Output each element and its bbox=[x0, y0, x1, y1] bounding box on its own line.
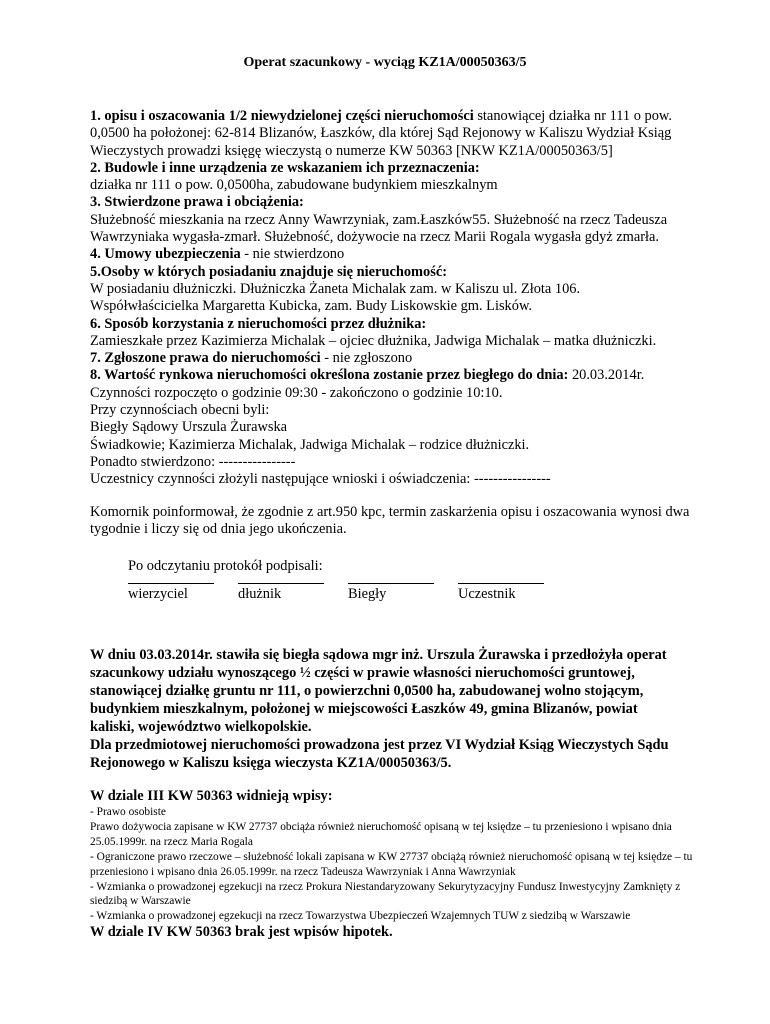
present-heading: Przy czynnościach obecni byli: bbox=[90, 402, 270, 419]
section-8-heading: 8. Wartość rynkowa nieruchomości określona zostanie przez biegłego do dnia: bbox=[90, 367, 569, 384]
expert-line: budynkiem mieszkalnym, położonej w miejscowości Łaszków 49, gmina Blizanów, powiat bbox=[90, 701, 638, 717]
section-8 bbox=[90, 367, 690, 384]
signature-participant bbox=[458, 583, 568, 603]
signature-expert bbox=[348, 583, 458, 603]
kw4-line: W dziale IV KW 50363 brak jest wpisów hipotek. bbox=[90, 924, 393, 941]
register-line: Dla przedmiotowej nieruchomości prowadzona jest przez VI Wydział Ksiąg Wieczystych Sądu bbox=[90, 737, 669, 753]
section-7-text: - nie zgłoszono bbox=[320, 350, 413, 367]
kw3-heading: W dziale III KW 50363 widnieją wpisy: bbox=[90, 788, 333, 804]
signature-line bbox=[458, 583, 544, 585]
time-line: Czynności rozpoczęto o godzinie 09:30 - zakończono o godzinie 10:10. bbox=[90, 384, 503, 401]
section-2-heading: 2. Budowle i inne urządzenia ze wskazaniem ich przeznaczenia: bbox=[90, 159, 480, 176]
kw3-entry: - Wzmianka o prowadzonej egzekucji na rzecz Prokura Niestandaryzowany Sekurytyzacyjny Fundusz Inwestycyjny Zamknięty z siedzibą w Warszawie bbox=[90, 880, 681, 908]
kw3-entry: - Prawo osobiste bbox=[90, 806, 166, 818]
expert-line: szacunkowy udziału wynoszącego ½ części w prawie własności nieruchomości gruntowej, bbox=[90, 665, 635, 681]
expert-line: stanowiącej działkę gruntu nr 111, o powierzchni 0,0500 ha, zabudowanej wolno stojącym, bbox=[90, 683, 644, 699]
signature-label: dłużnik bbox=[238, 586, 282, 603]
section-7 bbox=[90, 350, 690, 367]
signature-debtor bbox=[238, 583, 348, 603]
signature-label: wierzyciel bbox=[128, 586, 188, 603]
section-2-text: działka nr 111 o pow. 0,0500ha, zabudowane budynkiem mieszkalnym bbox=[90, 177, 498, 194]
section-7-heading: 7. Zgłoszone prawa do nieruchomości bbox=[90, 350, 321, 367]
bailiff-note: Komornik poinformował, że zgodnie z art.950 kpc, termin zaskarżenia opisu i oszacowania wynosi dwa tygodnie i liczy się od dnia jego ukończenia. bbox=[90, 503, 690, 537]
register-line: Rejonowego w Kaliszu księga wieczysta KZ1A/00050363/5. bbox=[90, 755, 452, 771]
expert-line: kaliski, województwo wielkopolskie. bbox=[90, 719, 312, 735]
signature-label: Biegły bbox=[348, 586, 387, 603]
section-5-heading: 5.Osoby w których posiadaniu znajduje się nieruchomość: bbox=[90, 263, 447, 280]
expert-line: W dniu 03.03.2014r. stawiła się biegła sądowa mgr inż. Urszula Żurawska i przedłożyła operat bbox=[90, 647, 667, 663]
protocol-body bbox=[90, 108, 690, 604]
section-4 bbox=[90, 246, 690, 263]
section-3-heading: 3. Stwierdzone prawa i obciążenia: bbox=[90, 194, 304, 211]
section-8-text: 20.03.2014r. bbox=[568, 367, 645, 384]
section-1-heading: 1. opisu i oszacowania 1/2 niewydzielonej części nieruchomości bbox=[90, 108, 474, 124]
section-6-heading: 6. Sposób korzystania z nieruchomości przez dłużnika: bbox=[90, 315, 427, 332]
signature-creditor bbox=[128, 583, 238, 603]
further-findings: Ponadto stwierdzono: ---------------- bbox=[90, 453, 296, 470]
expert-report-paragraph bbox=[90, 646, 690, 772]
kw3-entry: - Wzmianka o prowadzonej egzekucji na rzecz Towarzystwa Ubezpieczeń Wzajemnych TUW z siedzibą w Warszawie bbox=[90, 910, 631, 923]
signature-line bbox=[238, 583, 324, 585]
present-witnesses: Świadkowie; Kazimierza Michalak, Jadwiga Michalak – rodzice dłużniczki. bbox=[90, 436, 530, 453]
section-5-line-2: Współwłaścicielka Margaretta Kubicka, zam. Budy Liskowskie gm. Lisków. bbox=[90, 298, 533, 315]
kw3-entry: Prawo dożywocia zapisane w KW 27737 obciąża również nieruchomość opisaną w tej księdze – tu przeniesiono i wpisano dnia 25.05.1999r. na rzecz Maria Rogala bbox=[90, 820, 672, 848]
land-register-section bbox=[90, 788, 710, 941]
signature-line bbox=[128, 583, 214, 585]
section-4-heading: 4. Umowy ubezpieczenia bbox=[90, 246, 241, 263]
section-3-text: Służebność mieszkania na rzecz Anny Wawrzyniak, zam.Łaszków55. Służebność na rzecz Tadeusza Wawrzyniaka wygasła-zmarł. Służebność, dożywocie na rzecz Marii Rogala wygasła gdyż zmarła. bbox=[90, 211, 668, 246]
signed-intro: Po odczytaniu protokół podpisali: bbox=[128, 558, 323, 575]
signature-line bbox=[348, 583, 434, 585]
section-1 bbox=[90, 108, 690, 160]
motions-line: Uczestnicy czynności złożyli następujące wnioski i oświadczenia: ---------------- bbox=[90, 471, 551, 488]
section-6-text: Zamieszkałe przez Kazimierza Michalak – ojciec dłużnika, Jadwiga Michalak – matka dłużniczki. bbox=[90, 332, 657, 349]
section-1-text: stanowiącej działka nr 111 o pow. 0,0500 ha położonej: 62-814 Blizanów, Łaszków, dla której Sąd Rejonowy w Kaliszu Wydział Ksiąg Wieczystych prowadzi księgę wieczystą o numerze KW 50363 [NKW KZ1A/00050363/5] bbox=[90, 108, 672, 159]
present-expert: Biegły Sądowy Urszula Żurawska bbox=[90, 419, 288, 436]
document-title: Operat szacunkowy - wyciąg KZ1A/00050363/5 bbox=[243, 55, 527, 70]
signature-label: Uczestnik bbox=[458, 586, 516, 603]
section-4-text: - nie stwierdzono bbox=[240, 246, 345, 263]
section-5-line-1: W posiadaniu dłużniczki. Dłużniczka Żaneta Michalak zam. w Kaliszu ul. Złota 106. bbox=[90, 280, 581, 297]
kw3-entry: - Ograniczone prawo rzeczowe – służebność lokali zapisana w KW 27737 obciążą również nieruchomość opisaną w tej księdze – tu przeniesiono i wpisano dnia 26.05.1999r. na rzecz Tadeusza Wawrzyniak i Anna Wawrzyniak bbox=[90, 850, 693, 878]
signature-row bbox=[90, 583, 690, 603]
